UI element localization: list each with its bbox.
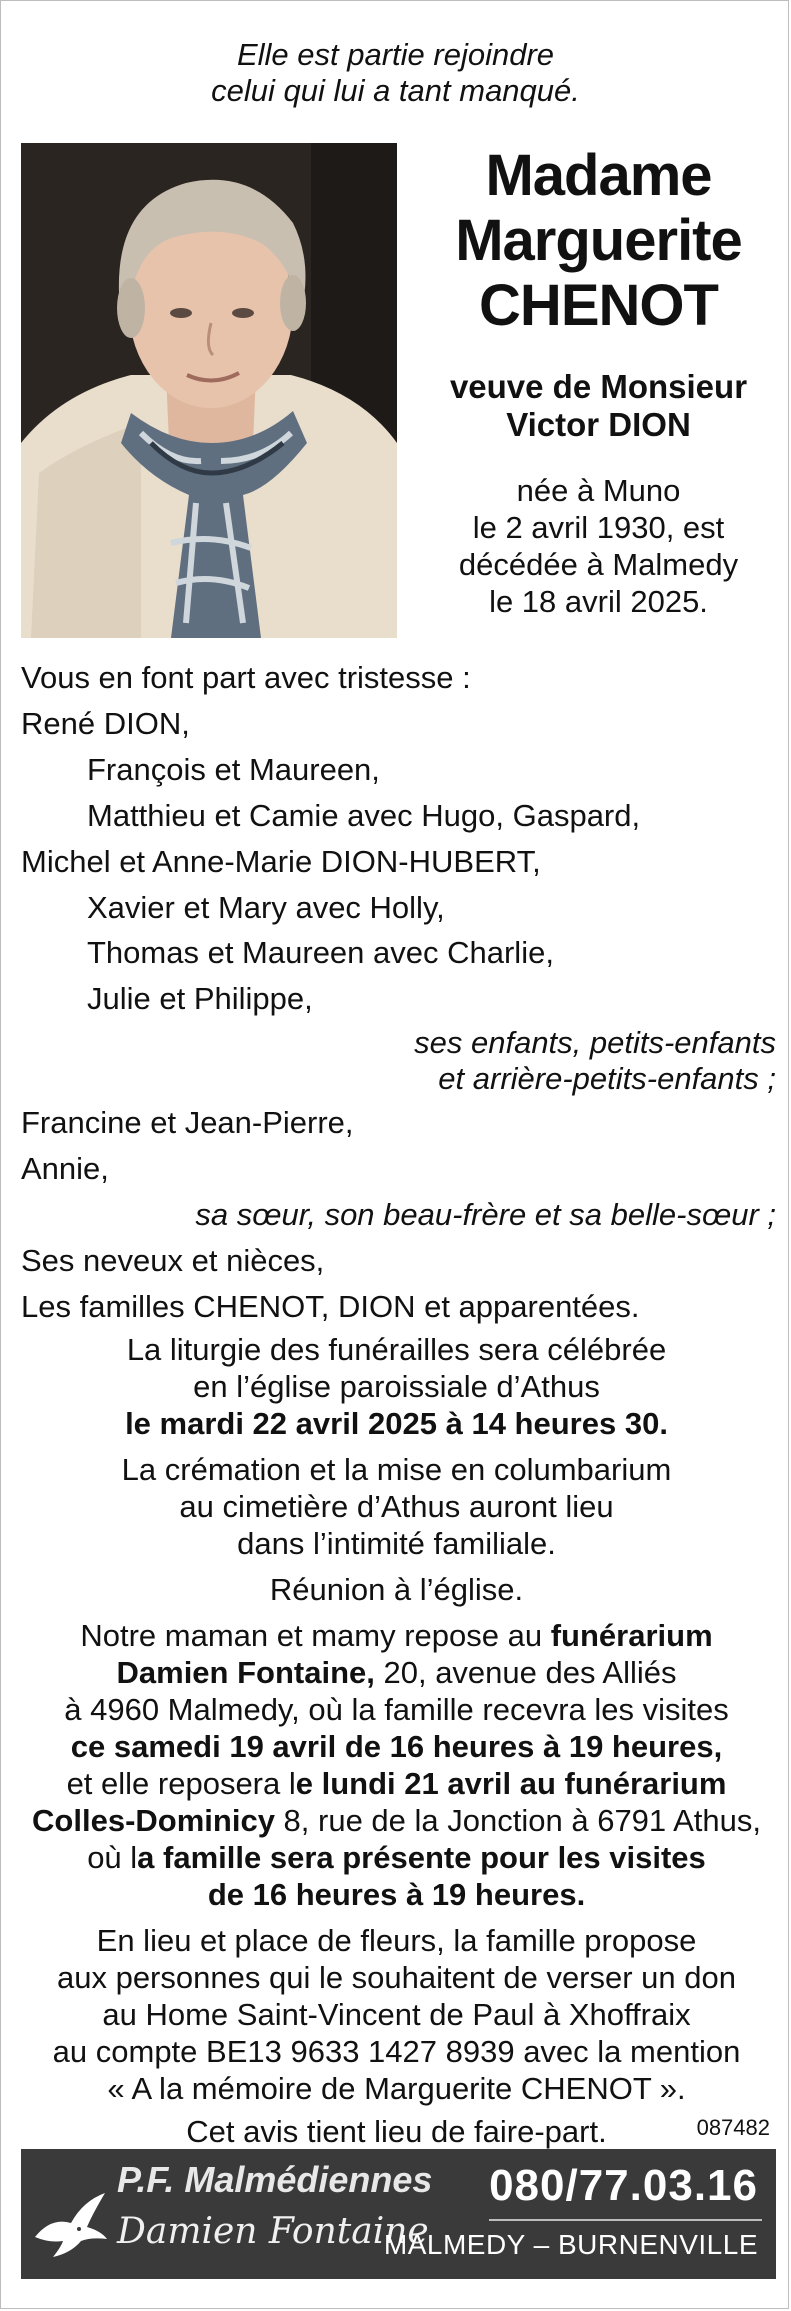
- family-member: Annie,: [21, 1151, 109, 1186]
- family-member: Julie et Philippe,: [87, 981, 313, 1016]
- widow-of: [421, 368, 776, 444]
- family-member: Thomas et Maureen avec Charlie,: [87, 935, 554, 970]
- family-intro: Vous en font part avec tristesse :: [21, 660, 471, 695]
- family-member: François et Maureen,: [87, 752, 380, 787]
- donation-line: aux personnes qui le souhaitent de verser un don: [56, 1960, 737, 1995]
- visit-hours: ce samedi 19 avril de 16 heures à 19 heures,: [70, 1729, 723, 1764]
- donation-line: au Home Saint-Vincent de Paul à Xhoffraix: [102, 1997, 691, 2032]
- family-member: Francine et Jean-Pierre,: [21, 1105, 354, 1140]
- second-funeral-home: Colles-Dominicy: [32, 1803, 275, 1838]
- location-label: MALMEDY – BURNENVILLE: [383, 2229, 758, 2260]
- deceased-first-name: Marguerite: [455, 208, 742, 273]
- detail-line: à 4960 Malmedy, où la famille recevra les visites: [64, 1692, 729, 1727]
- detail-text: où l: [87, 1840, 138, 1875]
- donation-line: En lieu et place de fleurs, la famille propose: [96, 1923, 697, 1958]
- detail-line: [15, 1765, 778, 1802]
- intro-line: Elle est partie rejoindre: [236, 37, 555, 72]
- detail-line: dans l’intimité familiale.: [237, 1526, 556, 1561]
- detail-line: [15, 1617, 778, 1654]
- intro-verse: [1, 37, 790, 109]
- death-place: décédée à Malmedy: [458, 547, 739, 582]
- detail-text: Notre maman et mamy repose au: [80, 1618, 551, 1653]
- visit-hours: de 16 heures à 19 heures.: [207, 1877, 586, 1912]
- funeral-home-address: 20, avenue des Alliés: [374, 1655, 677, 1690]
- divider: [489, 2219, 762, 2221]
- funeral-home-name: Damien Fontaine,: [116, 1655, 375, 1690]
- detail-line: au cimetière d’Athus auront lieu: [179, 1489, 614, 1524]
- dove-icon: [31, 2187, 111, 2261]
- family-member: Ses neveux et nièces,: [21, 1243, 325, 1278]
- brand-subname: Damien Fontaine: [117, 2211, 429, 2252]
- funeral-date: le mardi 22 avril 2025 à 14 heures 30.: [125, 1406, 668, 1441]
- detail-bold: funérarium: [550, 1618, 713, 1653]
- birth-place: née à Muno: [516, 473, 681, 508]
- detail-line: [15, 1654, 778, 1691]
- reference-number: 087482: [696, 2115, 770, 2140]
- deceased-info: [421, 143, 776, 620]
- relation-label: sa sœur, son beau-frère et sa belle-sœur ;: [195, 1197, 776, 1232]
- relation-label: ses enfants, petits-enfants: [414, 1025, 776, 1060]
- brand-name: P.F. Malmédiennes: [117, 2159, 433, 2200]
- meeting-note: Réunion à l’église.: [269, 1572, 524, 1607]
- widow-line: veuve de Monsieur: [449, 368, 748, 405]
- detail-line: [15, 1839, 778, 1876]
- donation-mention: « A la mémoire de Marguerite CHENOT ».: [107, 2071, 686, 2106]
- family-member: Les familles CHENOT, DION et apparentées.: [21, 1289, 640, 1324]
- second-funeral-home-address: 8, rue de la Jonction à 6791 Athus,: [274, 1803, 761, 1838]
- bank-account: au compte BE13 9633 1427 8939 avec la mention: [52, 2034, 741, 2069]
- detail-text: et elle reposera l: [66, 1766, 296, 1801]
- intro-line: celui qui lui a tant manqué.: [211, 73, 580, 108]
- detail-line: La crémation et la mise en columbarium: [121, 1452, 672, 1487]
- deceased-surname: CHENOT: [479, 273, 718, 338]
- detail-line: [15, 1802, 778, 1839]
- family-member: Matthieu et Camie avec Hugo, Gaspard,: [87, 798, 641, 833]
- detail-line: La liturgie des funérailles sera célébrée: [126, 1332, 667, 1367]
- death-date: le 18 avril 2025.: [489, 584, 708, 619]
- birth-date: le 2 avril 1930, est: [472, 510, 725, 545]
- closing-note: Cet avis tient lieu de faire-part.: [186, 2114, 607, 2149]
- relation-label: et arrière-petits-enfants ;: [438, 1061, 776, 1096]
- funeral-home-banner: [21, 2149, 776, 2279]
- birth-death-info: [421, 472, 776, 620]
- phone-number[interactable]: 080/77.03.16: [489, 2161, 758, 2210]
- portrait-photo: [21, 143, 397, 638]
- deceased-title: Madame: [485, 143, 712, 208]
- detail-bold: e lundi 21 avril au funérarium: [295, 1766, 727, 1801]
- detail-line: en l’église paroissiale d’Athus: [193, 1369, 600, 1404]
- family-member: René DION,: [21, 706, 190, 741]
- spouse-name: Victor DION: [506, 406, 691, 443]
- family-member: Michel et Anne-Marie DION-HUBERT,: [21, 844, 541, 879]
- detail-bold: a famille sera présente pour les visites: [137, 1840, 706, 1875]
- family-member: Xavier et Mary avec Holly,: [87, 890, 445, 925]
